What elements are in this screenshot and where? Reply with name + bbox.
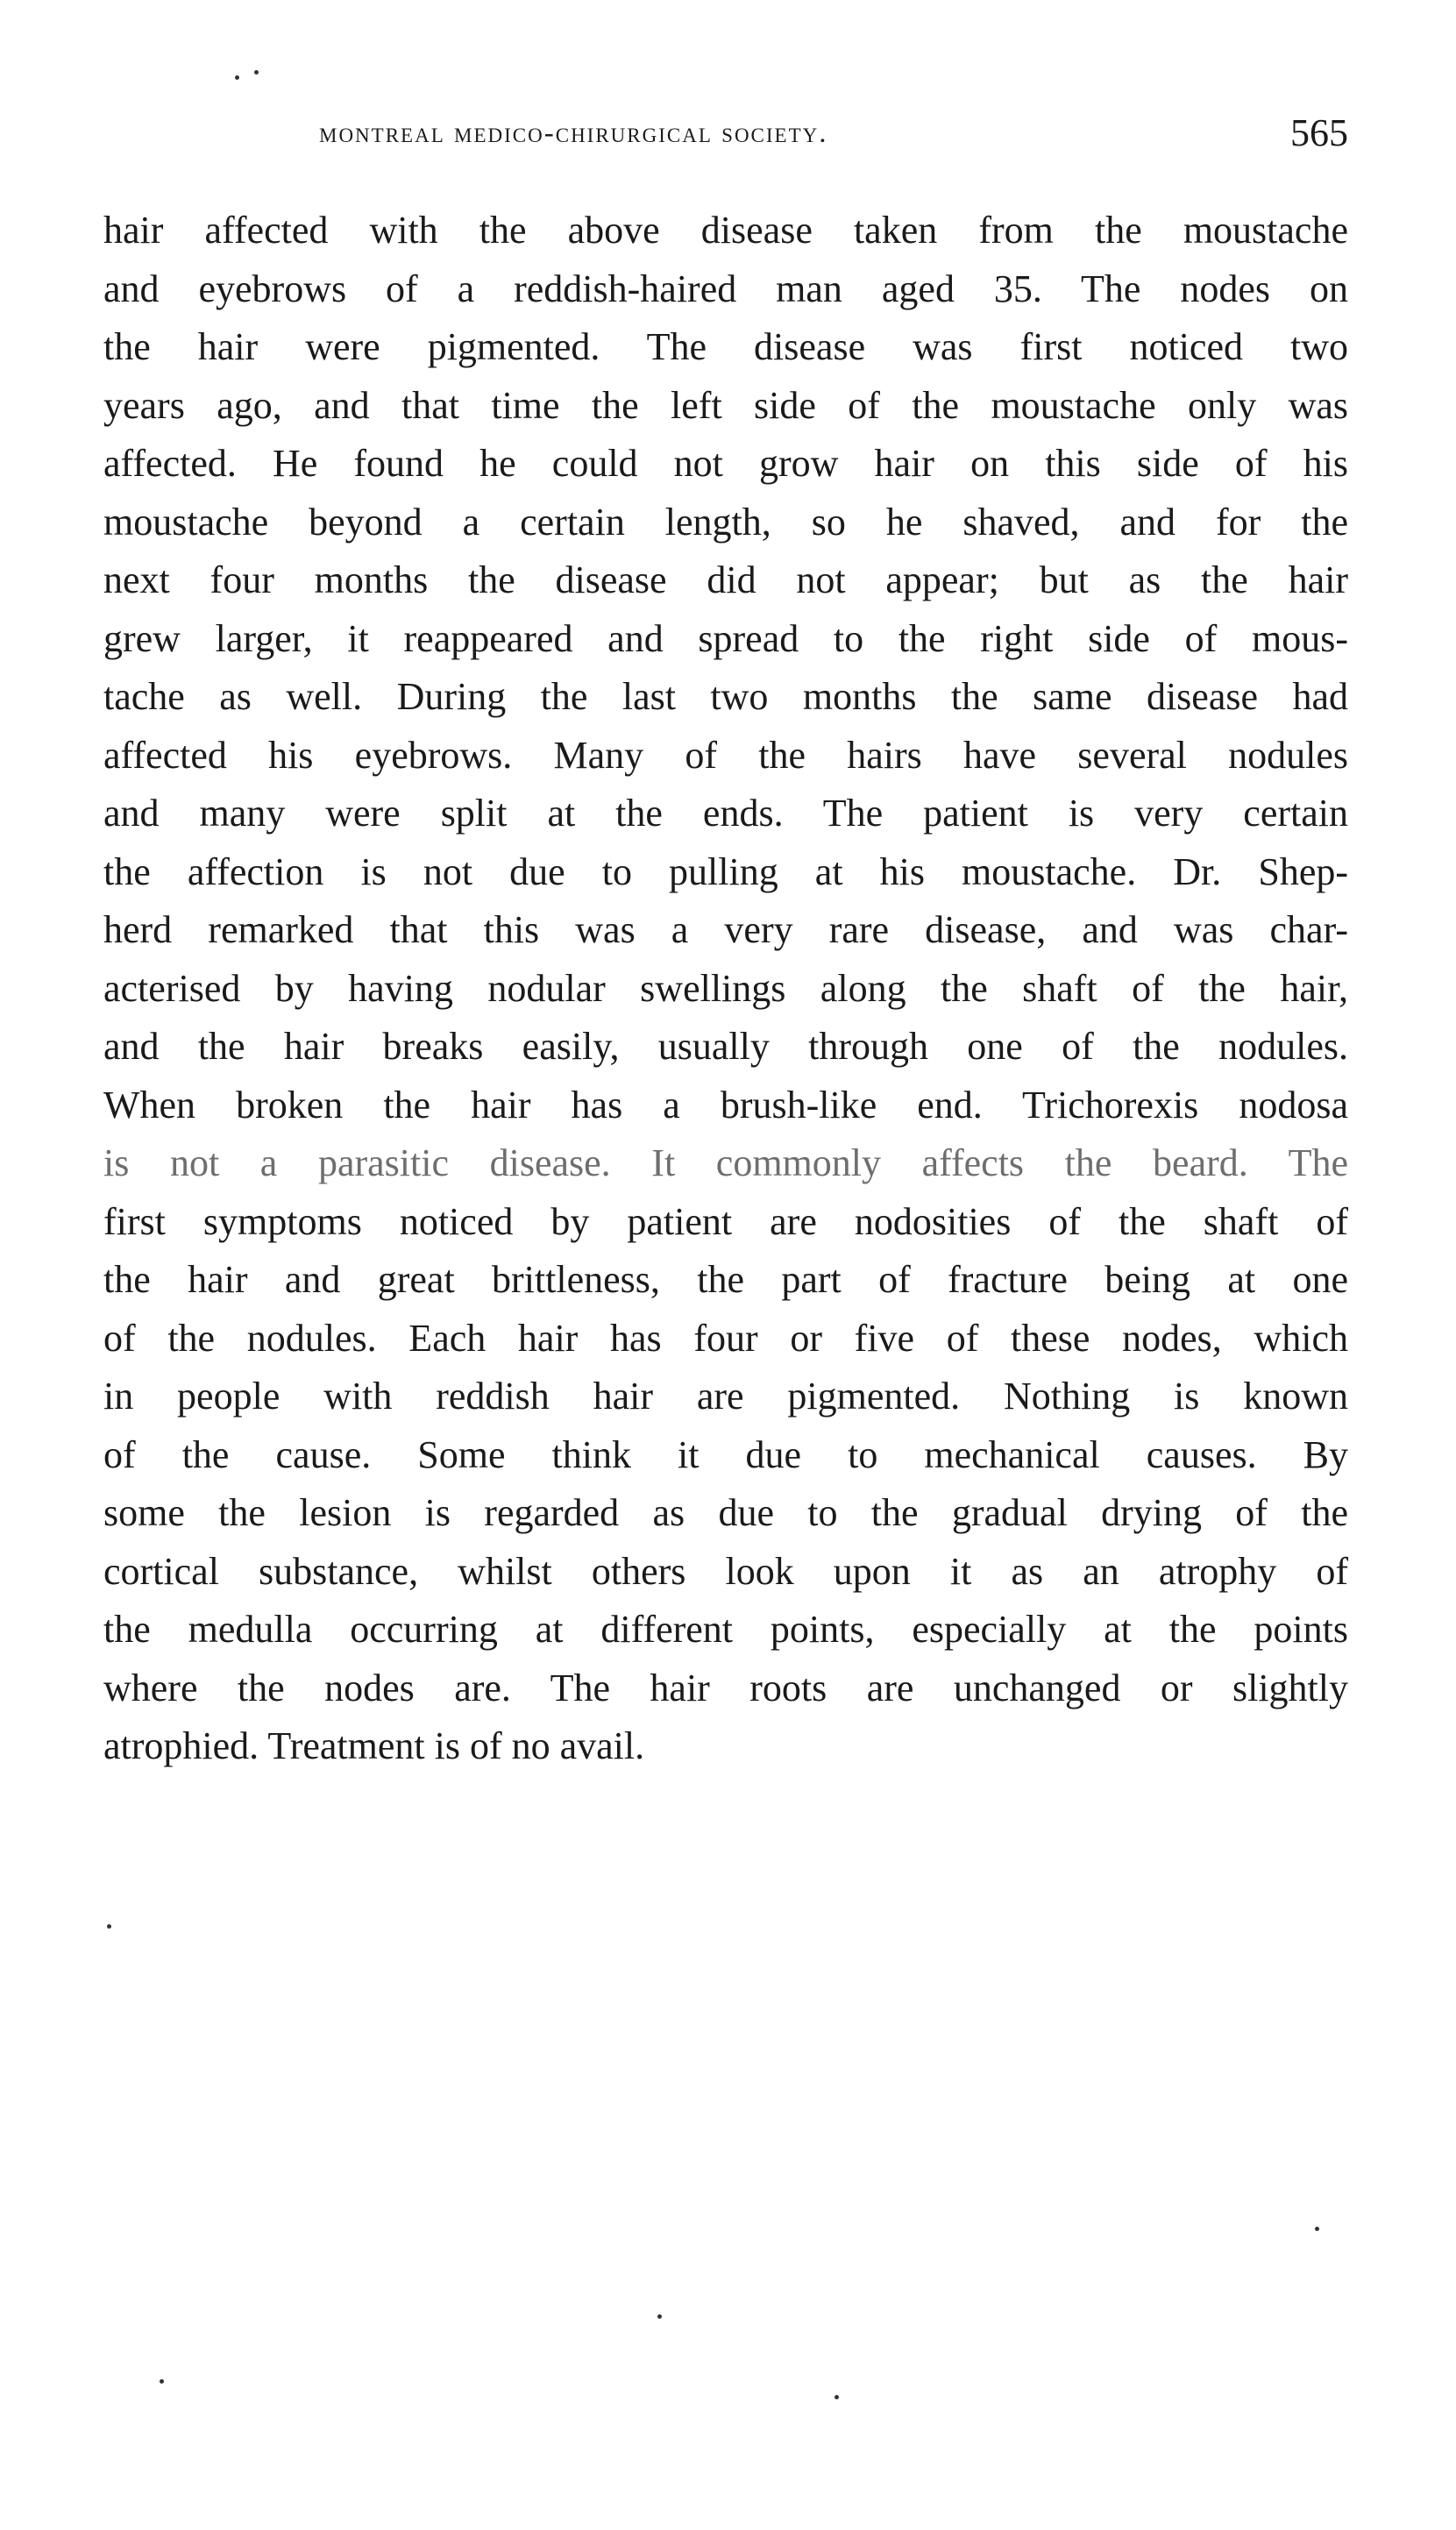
text-line: herd remarked that this was a very rare disease, and was char- — [103, 908, 1348, 951]
text-line: the medulla occurring at different points, especially at the points — [103, 1608, 1348, 1651]
text-line: hair affected with the above disease taken from the moustache — [103, 209, 1348, 252]
text-line: moustache beyond a certain length, so he shaved, and for the — [103, 500, 1348, 544]
text-line: the hair were pigmented. The disease was first noticed two — [103, 325, 1348, 368]
scan-speck — [657, 2314, 662, 2319]
scan-speck — [235, 75, 239, 80]
text-line: the hair and great brittleness, the part of fracture being at one — [103, 1258, 1348, 1301]
scan-speck — [254, 70, 259, 75]
text-line: and many were split at the ends. The patient is very certain — [103, 792, 1348, 835]
text-line: of the cause. Some think it due to mechanical causes. By — [103, 1432, 1348, 1476]
scan-speck — [1315, 2227, 1319, 2231]
text-line: acterised by having nodular swellings along the shaft of the hair, — [103, 966, 1348, 1010]
body-text — [103, 202, 1348, 1776]
text-line: affected. He found he could not grow hair on this side of his — [103, 442, 1348, 485]
text-line: some the lesion is regarded as due to the gradual drying of the — [103, 1491, 1348, 1534]
text-line: where the nodes are. The hair roots are unchanged or slightly — [103, 1666, 1348, 1709]
text-line: of the nodules. Each hair has four or five of these nodes, which — [103, 1316, 1348, 1360]
text-line: and the hair breaks easily, usually through one of the nodules. — [103, 1025, 1348, 1068]
page-number: 565 — [1290, 111, 1348, 154]
scan-speck — [107, 1924, 111, 1929]
running-title: montreal medico-chirurgical society. — [319, 117, 828, 149]
text-line: next four months the disease did not appear; but as the hair — [103, 558, 1348, 601]
text-line: the affection is not due to pulling at his moustache. Dr. Shep- — [103, 849, 1348, 893]
text-line: in people with reddish hair are pigmented. Nothing is known — [103, 1375, 1348, 1418]
text-line: years ago, and that time the left side of the moustache only was — [103, 383, 1348, 427]
text-line: first symptoms noticed by patient are nodosities of the shaft of — [103, 1199, 1348, 1243]
text-line: cortical substance, whilst others look upon it as an atrophy of — [103, 1549, 1348, 1593]
text-line-faint: is not a parasitic disease. It commonly affects the beard. The — [103, 1141, 1348, 1184]
text-line: and eyebrows of a reddish-haired man aged 35. The nodes on — [103, 267, 1348, 310]
running-head — [103, 110, 1348, 163]
scan-speck — [160, 2379, 164, 2384]
text-line: affected his eyebrows. Many of the hairs have several nodules — [103, 733, 1348, 777]
scan-speck — [835, 2395, 839, 2399]
text-line: tache as well. During the last two months the same disease had — [103, 675, 1348, 718]
text-line-last: atrophied. Treatment is of no avail. — [103, 1724, 645, 1767]
text-line: When broken the hair has a brush-like end. Trichorexis nodosa — [103, 1083, 1348, 1126]
text-line: grew larger, it reappeared and spread to the right side of mous- — [103, 616, 1348, 660]
